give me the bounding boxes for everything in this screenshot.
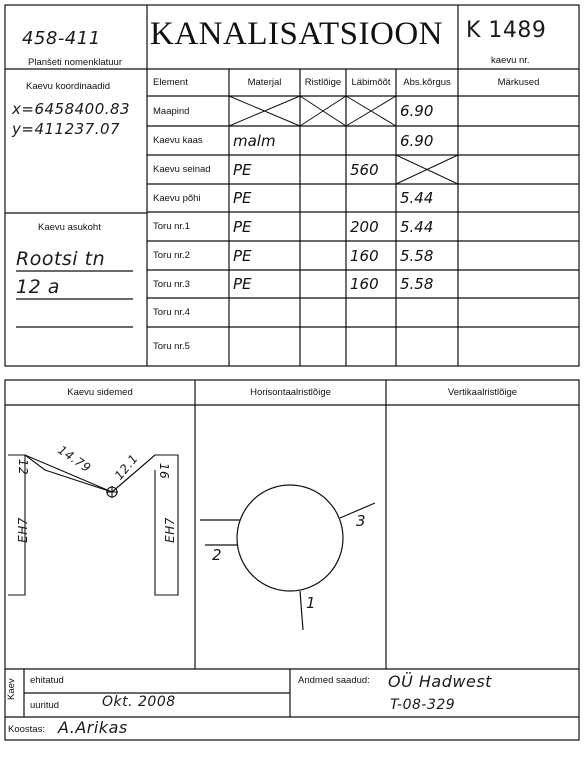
cell-element: Toru nr.1 [153, 221, 190, 232]
well-side-label: Kaev [6, 678, 17, 700]
horizontal-section-drawing [200, 485, 375, 630]
cell-element: Toru nr.3 [153, 278, 190, 290]
cell-cross [304, 298, 346, 327]
cell-note [462, 155, 579, 184]
tie-dimension: 14.79 [55, 442, 94, 476]
well-number-label: kaevu nr. [491, 55, 530, 66]
cell-abs [400, 155, 458, 184]
cell-element: Kaevu seinad [153, 164, 211, 175]
cell-note [462, 241, 579, 270]
cell-material: PE [233, 275, 252, 293]
tie-dimension: 16 [157, 462, 172, 480]
pipe-label: 1 [306, 594, 317, 612]
cell-abs: 5.44 [400, 217, 434, 236]
sheet-nomenclature-label: Planšeti nomenklatuur [28, 57, 122, 68]
cell-material [233, 298, 300, 327]
cell-diameter [350, 298, 396, 327]
well-id: K 1489 [466, 18, 547, 43]
composed-by: A.Arikas [58, 718, 128, 737]
cell-material: PE [233, 217, 252, 236]
measured-date: Okt. 2008 [102, 694, 176, 710]
cell-diameter [350, 126, 396, 155]
cell-note [462, 96, 579, 126]
header-material: Materjal [247, 77, 282, 88]
coordinate-x: x=6458400.83 [12, 100, 131, 118]
header-diameter: Läbimõõt [351, 77, 391, 88]
cell-cross [304, 270, 346, 298]
data-source-company: OÜ Hadwest [388, 672, 492, 691]
location-street: Rootsi tn [16, 248, 106, 270]
location-number: 12 a [16, 276, 60, 298]
horizontal-section-title: Horisontaalristlõige [250, 387, 331, 398]
tie-dimension: 12 [16, 458, 31, 476]
cell-note [462, 327, 579, 366]
cell-abs: 5.44 [400, 189, 434, 207]
header-abs-height: Abs.kõrgus [403, 77, 451, 88]
cell-note [462, 184, 579, 212]
cell-note [462, 298, 579, 327]
header-element: Element [153, 77, 188, 88]
header-cross-section: Ristlõige [304, 77, 342, 88]
cell-abs: 6.90 [400, 102, 434, 120]
data-source-label: Andmed saadud: [298, 675, 370, 686]
cell-material [233, 96, 300, 126]
cell-material: PE [233, 189, 252, 207]
cell-material [233, 327, 300, 366]
cell-diameter: 560 [350, 160, 379, 179]
cell-abs [400, 327, 458, 366]
cell-cross [304, 126, 346, 155]
cell-cross [304, 327, 346, 366]
coordinate-y: y=411237.07 [12, 120, 121, 138]
page-title: KANALISATSIOON [150, 16, 443, 52]
building-label: EH7 [162, 517, 177, 543]
well-ties-sketch [8, 455, 178, 595]
cell-diameter [350, 327, 396, 366]
header-notes: Märkused [497, 77, 540, 88]
cell-diameter: 160 [350, 246, 379, 265]
vertical-section-title: Vertikaalristlõige [447, 387, 518, 398]
pipe-label: 2 [212, 546, 223, 564]
tie-dimension: 12.1 [111, 451, 141, 483]
cell-abs: 5.58 [400, 246, 434, 265]
building-label: EH7 [15, 517, 30, 543]
cell-abs: 6.90 [400, 131, 434, 150]
composed-label: Koostas: [8, 724, 45, 735]
sheet-number: 458-411 [22, 28, 101, 49]
cell-diameter [350, 96, 396, 126]
cell-cross [304, 241, 346, 270]
cell-element: Kaevu kaas [153, 135, 203, 146]
cell-cross [304, 184, 346, 212]
built-label: ehitatud [30, 675, 64, 686]
cell-element: Toru nr.2 [153, 250, 190, 261]
cell-element: Toru nr.5 [153, 341, 190, 352]
cell-note [462, 270, 579, 298]
ties-section-title: Kaevu sidemed [67, 387, 133, 398]
cell-material: malm [233, 131, 276, 150]
cell-diameter [350, 184, 396, 212]
cell-element: Maapind [153, 105, 190, 117]
cell-note [462, 212, 579, 241]
cell-material: PE [233, 246, 252, 265]
cell-diameter: 160 [350, 275, 379, 293]
cell-abs [400, 298, 458, 327]
cell-cross [304, 155, 346, 184]
cell-cross [304, 212, 346, 241]
cell-cross [304, 96, 346, 126]
cell-element: Toru nr.4 [153, 307, 190, 318]
measured-label: uuritud [30, 700, 60, 711]
cell-material: PE [233, 160, 252, 179]
cell-element: Kaevu põhi [153, 192, 201, 204]
pipe-label: 3 [356, 512, 367, 530]
cell-abs: 5.58 [400, 275, 434, 293]
coordinates-label: Kaevu koordinaadid [26, 81, 110, 92]
data-source-reference: T-08-329 [390, 697, 456, 713]
location-label: Kaevu asukoht [38, 222, 101, 233]
cell-note [462, 126, 579, 155]
cell-diameter: 200 [350, 217, 379, 236]
